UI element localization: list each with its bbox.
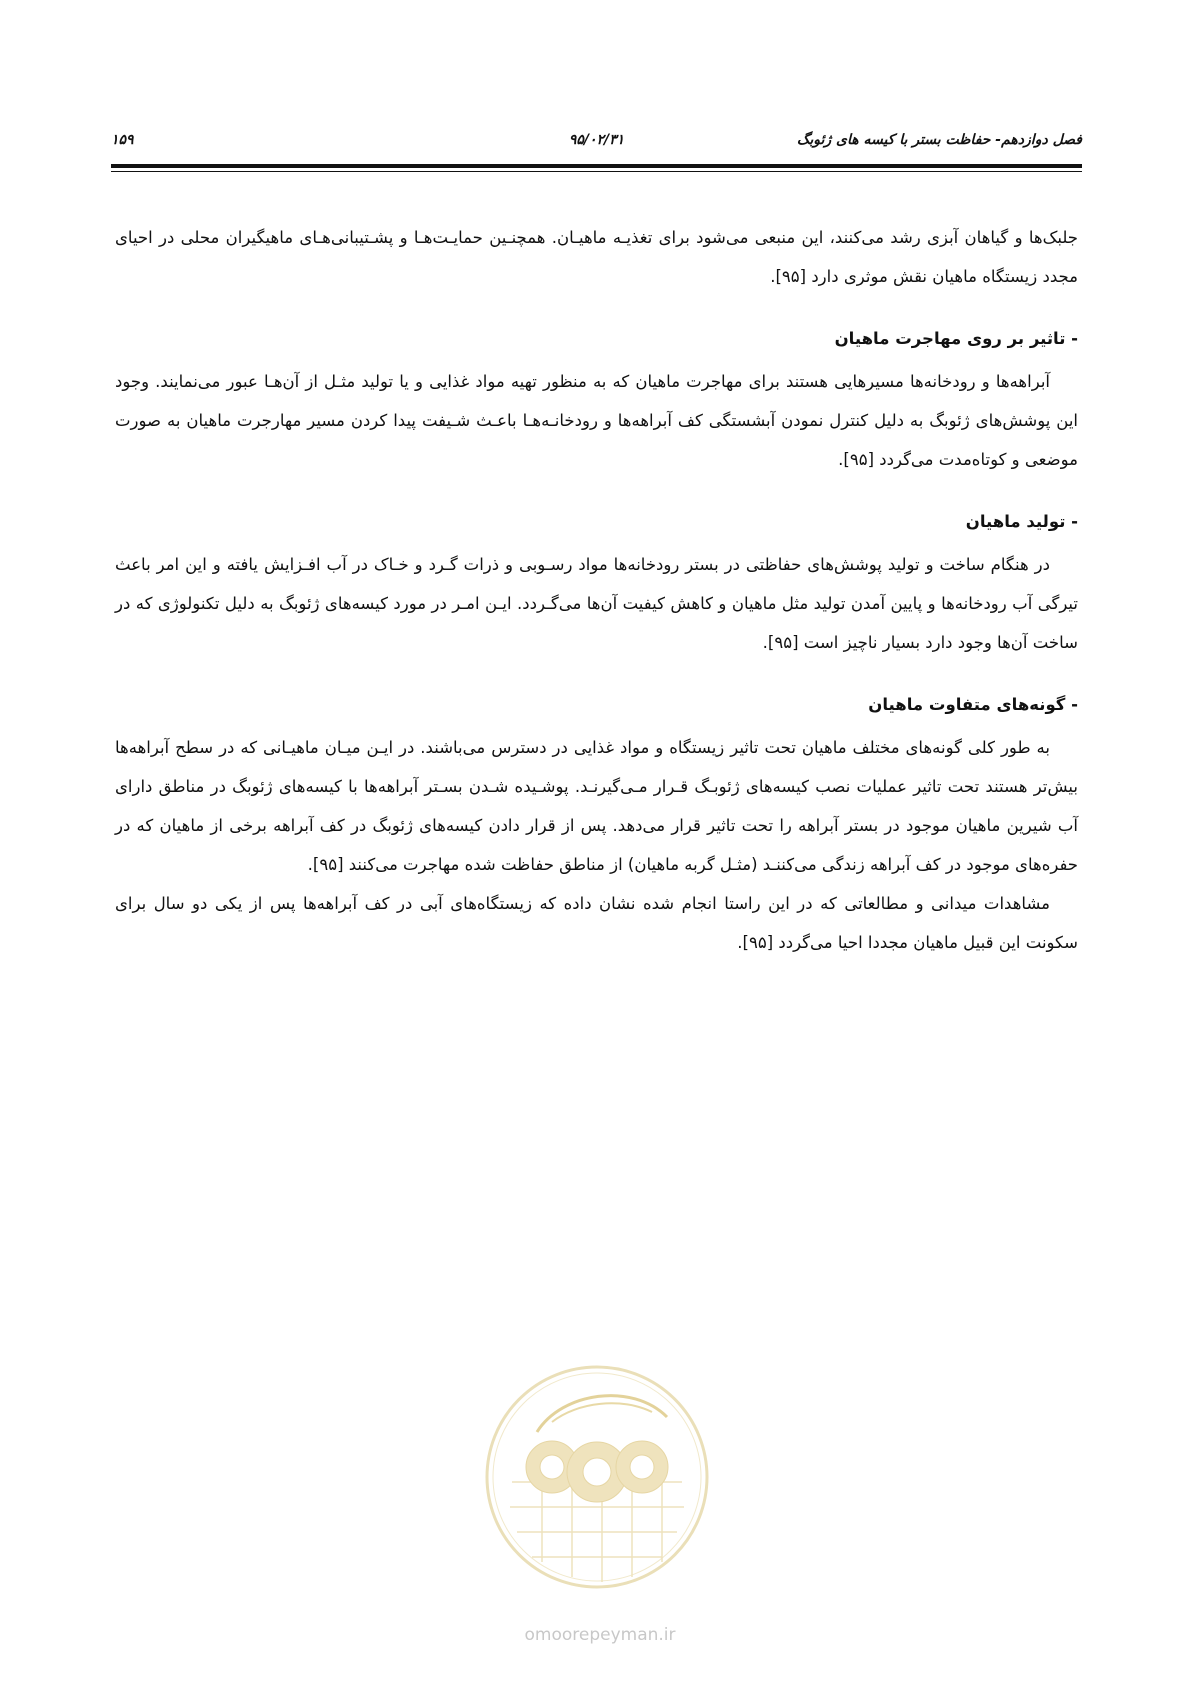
- section-heading-migration: - تاثیر بر روی مهاجرت ماهیان: [834, 329, 1078, 348]
- section-heading-species: - گونه‌های متفاوت ماهیان: [868, 695, 1078, 714]
- header-rule-thick: [111, 164, 1082, 168]
- page-body: [115, 218, 1078, 962]
- section-paragraph-species-1: به طور کلی گونه‌های مختلف ماهیان تحت تاثیر زیستگاه و مواد غذایی در دسترس می‌باشند. در ایـن میـان ماهیـانی که در سطح آبراهه‌ها بیش‌تر هستند تحت تاثیر عملیات نصب کیسه‌های ژئوبـگ قـرار مـی‌گیرنـد. پوشـیده شـدن بسـتر آبراهه‌ها با کیسه‌های ژئوبگ در مناطق دارای آب شیرین ماهیان موجود در بستر آبراهه را تحت تاثیر قرار می‌دهد. پس از قرار دادن کیسه‌های ژئوبگ در کف آبراهه برخی از ماهیان که در حفره‌های موجود در کف آبراهه زندگی می‌کننـد (مثـل گربه ماهیان) از مناطق حفاظت شده مهاجرت می‌کنند [۹۵].: [115, 738, 1078, 874]
- watermark-logo: [482, 1362, 712, 1592]
- section-paragraph-species-2: مشاهدات میدانی و مطالعاتی که در این راستا انجام شده نشان داده که زیستگاه‌های آبی در کف آبراهه‌ها پس از یکی دو سال برای سکونت این قبیل ماهیان مجددا احیا می‌گردد [۹۵].: [115, 894, 1078, 952]
- page-header: [111, 128, 1082, 154]
- header-date: ۹۵/۰۲/۳۱: [568, 132, 625, 148]
- section-heading-production: - تولید ماهیان: [965, 512, 1078, 531]
- page-number: ۱۵۹: [111, 132, 134, 148]
- chapter-title: فصل دوازدهم- حفاظت بستر با کیسه های ژئوبگ: [796, 132, 1082, 148]
- watermark-url: omoorepeyman.ir: [524, 1625, 676, 1645]
- header-rule-thin: [111, 171, 1082, 172]
- intro-paragraph: جلبک‌ها و گیاهان آبزی رشد می‌کنند، این منبعی می‌شود برای تغذیـه ماهیـان. همچنـین حمایـت‌هـا و پشـتیبانی‌هـای ماهیگیران محلی در احیای مجدد زیستگاه ماهیان نقش موثری دارد [۹۵].: [115, 228, 1078, 286]
- section-paragraph-migration: آبراهه‌ها و رودخانه‌ها مسیرهایی هستند برای مهاجرت ماهیان که به منظور تهیه مواد غذایی و یا تولید مثـل از آن‌هـا عبور می‌نمایند. وجود این پوشش‌های ژئوبگ به دلیل کنترل نمودن آبشستگی کف آبراهه‌ها و رودخانـه‌هـا باعـث شـیفت پیدا کردن مسیر مهارجرت ماهیان به صورت موضعی و کوتاه‌مدت می‌گردد [۹۵].: [115, 372, 1078, 469]
- section-paragraph-production: در هنگام ساخت و تولید پوشش‌های حفاظتی در بستر رودخانه‌ها مواد رسـوبی و ذرات گـرد و خـاک در آب افـزایش یافته و این امر باعث تیرگی آب رودخانه‌ها و پایین آمدن تولید مثل ماهیان و کاهش کیفیت آن‌ها می‌گـردد. ایـن امـر در مورد کیسه‌های ژئوبگ به دلیل تکنولوژی که در ساخت آن‌ها وجود دارد بسیار ناچیز است [۹۵].: [115, 555, 1078, 652]
